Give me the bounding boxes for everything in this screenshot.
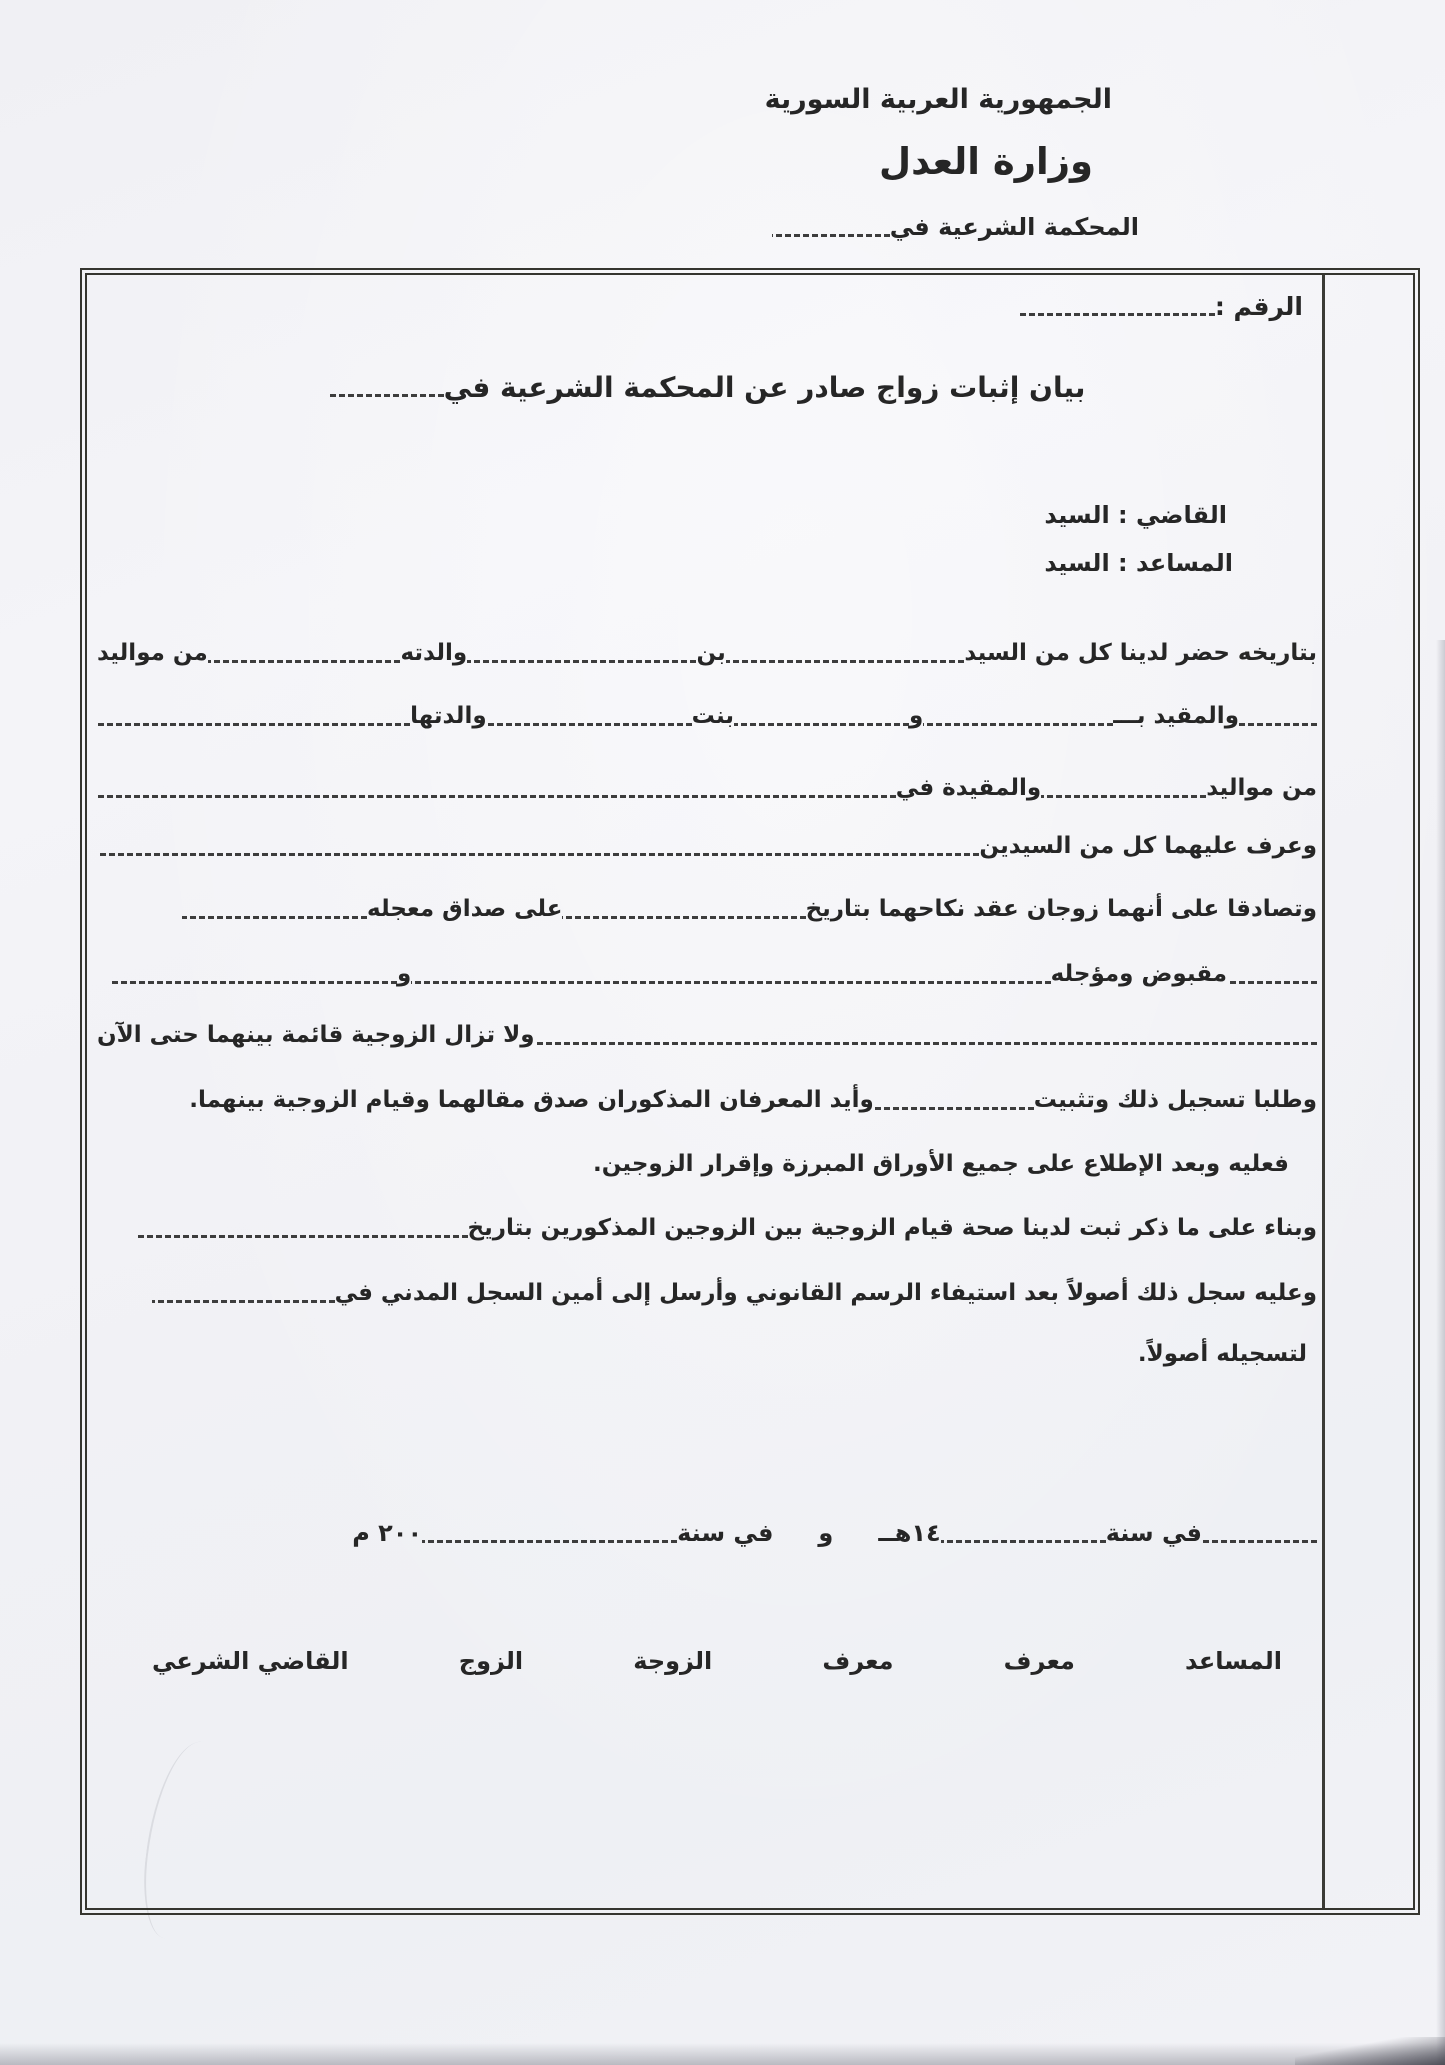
- blank-dashes: [726, 660, 965, 663]
- signature-identifier-2: معرف: [822, 1647, 894, 1675]
- paragraph-line-8: [97, 1082, 1317, 1118]
- date-line: [97, 1515, 1317, 1551]
- signature-identifier-1: معرف: [1003, 1647, 1075, 1675]
- label-registered-female: والمقيدة في: [895, 775, 1042, 801]
- blank-dashes: [422, 1540, 677, 1543]
- header-court-line: [772, 213, 1139, 241]
- blank-dashes: [152, 1300, 335, 1303]
- assistant-label: المساعد : السيد: [1044, 549, 1233, 577]
- blank-dashes: [1239, 723, 1317, 726]
- label-her-mother: والدتها: [410, 703, 487, 729]
- paragraph-line-6: [97, 956, 1317, 992]
- signature-sharia-judge: القاضي الشرعي: [152, 1647, 349, 1675]
- label-born-in: من مواليد: [1206, 775, 1317, 801]
- document-number-line: [97, 288, 1317, 324]
- label-upon-review: فعليه وبعد الإطلاع على جميع الأوراق المبرزة وإقرار الزوجين.: [593, 1151, 1289, 1177]
- blank-dashes: [97, 853, 979, 856]
- signature-assistant: المساعد: [1184, 1647, 1282, 1675]
- paragraph-line-12: [97, 1336, 1317, 1372]
- paragraph-line-3: [97, 770, 1317, 806]
- blank-dashes: [208, 660, 401, 663]
- blank-dashes: [562, 916, 805, 919]
- paragraph-line-1: [97, 635, 1317, 671]
- scan-corner-shadow: [1295, 2037, 1445, 2065]
- label-accordingly: وعليه سجل ذلك أصولاً بعد استيفاء الرسم القانوني وأرسل إلى أمين السجل المدني في: [334, 1280, 1317, 1306]
- paragraph-line-11: [97, 1275, 1317, 1311]
- scan-bottom-edge-shadow: [0, 2043, 1445, 2065]
- form-title-line: [97, 369, 1317, 405]
- label-born-in: من مواليد: [97, 640, 208, 666]
- blank-dashes: [1020, 313, 1215, 316]
- label-to-register: لتسجيله أصولاً.: [1137, 1341, 1307, 1367]
- form-border-box: [80, 268, 1420, 1915]
- judge-line: [97, 497, 1317, 533]
- hijri-century: ١٤هــ: [878, 1519, 941, 1547]
- blank-dashes: [535, 1042, 1317, 1045]
- paragraph-line-7: [97, 1017, 1317, 1053]
- blank-dashes: [874, 1107, 1034, 1110]
- scan-right-edge-shadow: [1436, 640, 1445, 2065]
- label-attended: بتاريخه حضر لدينا كل من السيد: [964, 640, 1317, 666]
- label-registered-male: والمقيد بـــ: [1113, 703, 1239, 729]
- blank-dashes: [772, 234, 890, 237]
- label-dowry: على صداق معجله: [367, 896, 563, 922]
- blank-dashes: [923, 723, 1113, 726]
- blank-dashes: [1041, 795, 1206, 798]
- paragraph-line-9: [97, 1146, 1317, 1182]
- header-country: الجمهورية العربية السورية: [764, 84, 1112, 115]
- label-and: و: [397, 961, 412, 987]
- court-label: المحكمة الشرعية في: [889, 213, 1139, 241]
- paragraph-line-4: [97, 828, 1317, 864]
- label-received-deferred: مقبوض ومؤجله: [1050, 961, 1227, 987]
- blank-dashes: [329, 394, 444, 397]
- label-in-year-hijri: في سنة: [1105, 1519, 1202, 1547]
- paragraph-line-5: [97, 891, 1317, 927]
- judge-label: القاضي : السيد: [1044, 501, 1227, 529]
- form-title: بيان إثبات زواج صادر عن المحكمة الشرعية في: [443, 370, 1086, 404]
- label-confirmed-marriage: وتصادقا على أنهما زوجان عقد نكاحهما بتاريخ: [805, 896, 1317, 922]
- label-in-year-greg: في سنة: [677, 1519, 774, 1547]
- label-identified-by: وعرف عليهما كل من السيدين: [979, 833, 1317, 859]
- number-label: الرقم :: [1214, 291, 1303, 321]
- signature-wife: الزوجة: [633, 1647, 713, 1675]
- blank-dashes: [941, 1540, 1106, 1543]
- blank-dashes: [97, 795, 896, 798]
- right-margin-divider: [1322, 275, 1325, 1908]
- blank-dashes: [112, 981, 397, 984]
- blank-dashes: [138, 1235, 468, 1238]
- blank-dashes: [182, 916, 367, 919]
- label-still-married: ولا تزال الزوجية قائمة بينهما حتى الآن: [97, 1022, 535, 1048]
- label-based-on: وبناء على ما ذكر ثبت لدينا صحة قيام الزوجية بين الزوجين المذكورين بتاريخ: [467, 1215, 1317, 1241]
- blank-dashes: [1227, 981, 1317, 984]
- label-daughter-of: بنت: [691, 703, 734, 729]
- label-son-of: بن: [696, 640, 726, 666]
- gregorian-century: ٢٠٠ م: [352, 1519, 423, 1547]
- label-requested-registration: وطلبا تسجيل ذلك وتثبيت: [1033, 1087, 1317, 1113]
- paragraph-line-10: [97, 1210, 1317, 1246]
- blank-dashes: [97, 723, 410, 726]
- blank-dashes: [734, 723, 909, 726]
- blank-dashes: [1202, 1540, 1317, 1543]
- signature-husband: الزوج: [458, 1647, 524, 1675]
- label-witnesses-confirmed: وأيد المعرفان المذكوران صدق مقالهما وقيام الزوجية بينهما.: [189, 1087, 874, 1113]
- header-ministry: وزارة العدل: [879, 140, 1093, 183]
- label-his-mother: والدته: [400, 640, 468, 666]
- assistant-line: [97, 545, 1317, 581]
- form-content: [97, 275, 1317, 1908]
- blank-dashes: [487, 723, 692, 726]
- label-and: و: [818, 1519, 834, 1547]
- blank-dashes: [467, 660, 696, 663]
- paragraph-line-2: [97, 698, 1317, 734]
- label-and: و: [909, 703, 924, 729]
- blank-dashes: [411, 981, 1050, 984]
- signatures-row: [97, 1643, 1317, 1679]
